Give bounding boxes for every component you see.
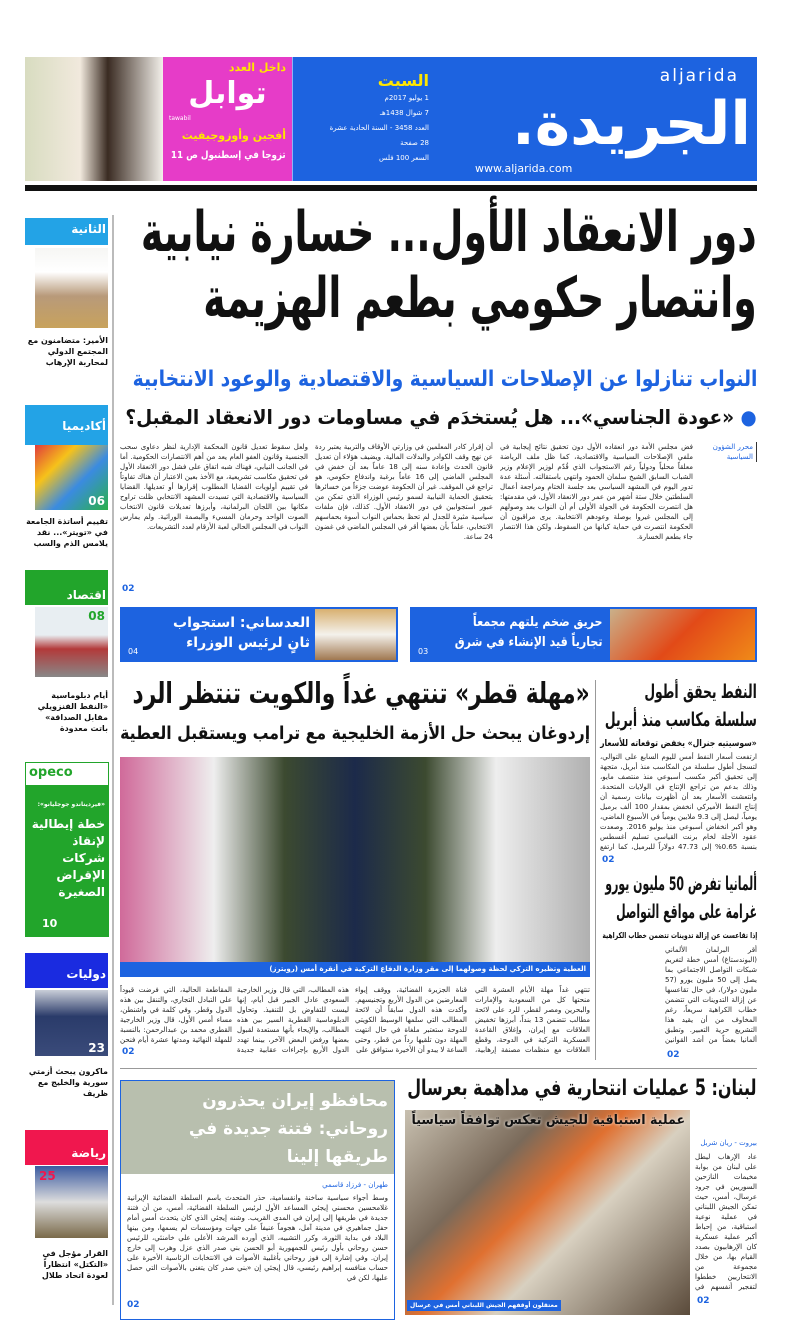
iran-byline: طهران - فرزاد قاسمي [322,1181,388,1189]
iran-page-ref: 02 [127,1300,140,1310]
logo-arabic: الجريدة. [511,89,751,159]
supplement-photo [25,57,163,181]
main-column-1: فض مجلس الأمة دور انعقاده الأول دون تحقيق نتائج إيجابية في ملفي الإصلاحات السياسية والاقتصادية، كما ظل ملف الرياضة معلقاً محلياً ودولياً رغم الاستجواب الذي قُدّم لوزير الإعلام وزير الشباب السابق الشيخ سلمان الحمود وانتهى باستقالته. أسئلة عدة تدور اليوم في المشهد السياسي بعد جلسة الختام ومراجعة أعمال السلطتين خلال ستة أشهر من عمر دور الانعقاد الأول، في مقدمتها: هل انتصرت الحكومة في الجولة الأولى أم أن النواب بعد وصولهم إلى المجلس غيروا بوصلة وعودهم الانتخابية. يرى مراقبون أن الحكومة انتصرت في حماية كيانها من السقوط، ولكن هذا الانتصار جاء بطعم الخسارة. [500,443,693,541]
main-headline-line-2: وانتصار حكومي بطعم الهزيمة [203,266,757,331]
sports-page: 25 [39,1169,56,1183]
economy-page: 08 [88,609,105,623]
main-headline[interactable] [120,200,757,332]
lebanon-body: عاد الإرهاب ليطل على لبنان من بوابة مخيمات النازحين السوريين في جرود عرسال، أمس، حيث تمكن الجيش اللبناني في عملية نوعية استباقية، من إحباط أكبر عملية عسكرية كان الإرهابيون بصدد القيام بها، من خلال مجموعة من الانتحاريين خططوا لتفجير أنفسهم في [695,1153,757,1291]
iran-header [121,1081,394,1174]
academia-page: 06 [88,494,105,508]
international-caption[interactable]: ماكرون يبحث أزمتي سورية والخليج مع ظريف [28,1067,108,1098]
promo-fire-title: حريق ضخم يلتهم مجمعاً تجارياً قيد الإنشاء في شرق [454,615,602,650]
section-header-international[interactable]: دوليات [25,953,108,988]
academia-photo [35,445,108,510]
germany-headline[interactable]: ألمانيا تفرض 50 مليون يورو غرامة على مواقع التواصل [605,873,757,923]
germany-body: أقر البرلمان الألماني (البوندستاغ) أمس خطة لتغريم شبكات التواصل الاجتماعي بما يصل إلى 50 مليون يورو (57 مليون دولار)، في حال تقاعسها عن إزالة التدوينات التي تتضمن خطاب الكراهية سريعاً، رغم المخاوف من أن يقيد هذا التشريع حرية التعبير. وتطبق ألمانيا بعضاً من أشد القوانين [665,946,757,1044]
main-page-ref[interactable]: 02 [122,584,135,594]
iran-body: وسط أجواء سياسية ساخنة وانقسامية، حذر المتحدث باسم السلطة القضائية الإيرانية غلامحسين محسني إيجئي المساعد الأول لرئيس السلطة القضائية، أمس، من أن فتنة جديدة في طريقها إلى إيران في المدى القريب. وشنه إيجئي الذي كان يتحدث أمس أمام حفل جماهيري في مدينة آمل، هجوماً عنيفاً على جهات ومؤسسات لم يسمها، ومن بينها البلاد في بداية الثورة، وكرر التشبيه، الذي أورده المرشد الأعلى علي خامنئي، للرئيس حسن روحاني بأول رئيس للجمهورية أبو الحسن بني صدر الذي عزل وهرب إلى خارج إيران. وفي إشارة إلى فوز روحاني بأغلبية الأصوات في الانتخابات الرئاسية الأخيرة على حساب منافسه إبراهيم رئيسي، قال إيجئي إن «بني صدر كان يتغنى بالأصوات التي حصل عليها، لكن في [127,1194,388,1282]
fire-photo [610,609,755,660]
section-header-academia[interactable]: أكاديميا [25,405,108,445]
qatar-column-4: المقاطعة الحالية، التي فرضت قيوداً على التبادل التجاري، والتنقل بين هذه الدول وقطر. وفي كلمة في واشنطن، مساء أمس الأول، قال وزير الخارجية القطري محمد بن عبدالرحمن: بالنسبة للمهلة النهائية ومدتها عشرة أيام فنحن [120,986,232,1044]
masthead-date-panel [292,57,435,181]
germany-page-ref[interactable]: 02 [667,1050,680,1060]
qatar-column-3: هذه المطالب، التي قال وزير الخارجية السعودي عادل الجبير قبل أيام، إنها ليست للتفاوض بل للتنفيذ. وتحاول الدبلوماسية القطرية السير بين هذه المطالب، والإيحاء بأنها مستعدة لقبول بعضها ورفض البعض الآخر، بينما تهدد الدول الأربع بإجراءات عقابية جديدة [237,986,349,1054]
gregorian-date: 1 يوليو 2017م [384,94,429,102]
promo-interpellation[interactable] [120,607,398,662]
qatar-subhead: إردوغان يبحث حل الأزمة الخليجية مع ترامب ويستقبل العطية [119,723,590,744]
germany-subhead: إذا تقاعست عن إزالة تدوينات تتضمن خطاب الكراهية [602,931,757,940]
lebanon-photo [405,1110,690,1315]
section-header-second[interactable]: الثانية [25,218,108,245]
logo-panel[interactable] [435,57,757,181]
promo-page: ص 11 [171,150,199,161]
section-rule [120,1068,757,1069]
promo-fire-page: 03 [418,647,429,656]
price: السعر 100 فلس [379,154,429,162]
opeco-box[interactable] [25,762,109,937]
qatar-caption: العطية وتظيره التركي لحظة وصولهما إلى مقر وزارة الدفاع التركية في أنقرة أمس (رويترز) [120,962,590,977]
website[interactable]: www.aljarida.com [475,162,573,175]
oil-page-ref[interactable]: 02 [602,855,615,865]
promo-interpellation-page: 04 [128,647,139,656]
supplement-promo[interactable] [163,57,292,181]
economy-caption[interactable]: أيام دبلوماسية «النفط الفنزويلي مقابل الصداقة» باتت معدودة [37,691,108,733]
iran-box[interactable] [120,1080,395,1320]
logo-latin: aljarida [659,66,739,86]
promo-line-1: أفجين وأوزوجيفيت [181,129,286,142]
second-headline[interactable] [120,404,757,430]
page-count: 28 صفحة [400,139,429,147]
second-caption[interactable]: الأمير: متضامنون مع المجتمع الدولي لمحاربة الإرهاب [27,336,108,367]
section-header-sports[interactable]: رياضة [25,1130,108,1165]
supplement-name: توابل [188,76,267,111]
bullet-icon: ● [740,405,757,429]
sports-photo [35,1166,108,1238]
qatar-column-1: تنتهي غداً مهلة الأيام العشرة التي منحتها كل من السعودية والإمارات والبحرين ومصر لقطر، للرد على لائحة مطالب تتضمن 13 بنداً، أبرزها تخفيض العلاقات مع إيران، وإغلاق القاعدة العسكرية التركية في الدوحة، وقطع العلاقات مع منظمات مصنفة إرهابية، [475,986,590,1054]
lebanon-subhead: عملية استباقية للجيش تعكس توافقاً سياسياً [411,1113,685,1128]
opeco-logo: opeco [26,763,108,785]
academia-caption[interactable]: تقييم أساتذة الجامعة في «تويتر»... نقد يلامس الذم والسب [26,517,108,548]
supplement-name-en: tawabil [169,115,191,122]
oil-subhead: «سوسيتيه جنرال» يخفض توقعاته للأسعار [600,739,757,749]
mp-photo [315,609,396,660]
vertical-divider [112,215,114,1305]
qatar-headline[interactable]: «مهلة قطر» تنتهي غداً والكويت تنتظر الرد [132,676,590,710]
lebanon-headline[interactable]: لبنان: 5 عمليات انتحارية في مداهمة بعرسال [407,1076,757,1101]
opeco-page: 10 [42,917,58,930]
qatar-photo [120,757,590,962]
column-rule [595,680,596,1060]
sports-caption[interactable]: القرار مؤجل في «التكتل» انتظاراً لعودة اتحاد طلال [41,1249,108,1280]
lebanon-caption: معتقلون أوقفهم الجيش اللبناني أمس في عرسال [407,1300,561,1311]
promo-interpellation-title: العدساني: استجواب ثانٍ لرئيس الوزراء [173,615,310,651]
section-header-economy[interactable]: اقتصاد [25,570,108,605]
opeco-title: خطة إيطالية لإنقاذ شركات الإقراض الصغيرة [31,817,105,899]
promo-line-2-wrap [169,149,286,162]
main-subhead: النواب تنازلوا عن الإصلاحات السياسية والاقتصادية والوعود الانتخابية [132,367,757,392]
lebanon-byline: بيروت - ريان شربل [700,1139,757,1147]
economy-photo [35,607,108,677]
international-photo [35,990,108,1056]
inside-label: داخل العدد [228,61,286,74]
second-headline-text: «عودة الجناسي»... هل يُستخدَم في مساومات دور الانعقاد المقبل؟ [125,405,735,429]
opeco-kicker: «فيرديناندو جوجليانو»: [37,801,105,808]
qatar-page-ref[interactable]: 02 [122,1047,135,1057]
lebanon-page-ref[interactable]: 02 [697,1296,710,1306]
main-column-2: أن إقرار كادر المعلمين في وزارتي الأوقاف والتربية يعتبر ردة عن نهج وقف الكوادر والبدلات المالية. ويضيف هؤلاء أن تعديل قانون الحدث وإعادة سنه إلى 18 عاماً بعد أن خفض في المجلس الماضي إلى 16 عاماً برغبة واندفاع حكومي، هو تراجع في الموقف. غير أن الحكومة عوضت جزءاً من خسائرها بتحقيق الحماية النيابية لسمو رئيس الوزراء الذي تمكن من عبور استجوابين في دور الانعقاد الأول. كذلك، فإن ملفات سياسية مثيرة للجدل لم تحظ بحماس النواب أسوة بحماسهم الانتخابي، علماً بأن بعضها أقر في المجلس الماضي في غضون 24 ساعة. [315,443,493,541]
promo-line-2: تزوجا في إسطنبول [201,150,286,161]
promo-fire[interactable] [410,607,757,662]
day-label: السبت [377,71,429,90]
hijri-date: 7 شوال 1438هـ [379,109,429,117]
masthead-rule [25,185,757,191]
main-column-3: ولعل سقوط تعديل قانون المحكمة الإدارية لنظر دعاوى سحب الجنسية وقانون العفو العام يعد من أهم الانتصارات الحكومية. أما في الجانب النيابي، فهناك شبه اتفاق على فشل دور الانعقاد الأول في تحقيق مكاسب تشريعية، مع الأخذ بعين الاعتبار أن هناك تفاوتاً في تقييم أولويات القضايا المطلوب إقرارها أو تعديلها. القضايا السياسية والاقتصادية التي تسيدت المشهد الانتخابي ظلت تراوح مكانها بين اللجان البرلمانية، وأبرزها تعديلات قانون الانتخاب الصوت الواحد وحرمان المسيء والبصمة الوراثية. ولم يمارس النواب في المجلس الحالي لعبة الأرقام لعدد التشريعات. [120,443,308,531]
oil-headline[interactable]: النفط يحقق أطول سلسلة مكاسب منذ أبريل [605,681,757,731]
emir-photo [35,248,108,328]
byline: محرر الشؤون السياسية [700,442,757,462]
main-headline-line-1: دور الانعقاد الأول... خسارة نيابية [141,200,757,265]
issue-number: العدد 3458 - السنة الحادية عشرة [329,124,429,132]
qatar-column-2: قناة الجزيرة الفضائية، ووقف إيواء المعارضين من الدول الأربع وتجنيسهم. وأكدت هذه الدول سابقاً أن لائحة المطالب التي سلمها الوسيط الكويتي للدوحة ستعتبر ملغاة في حال انتهت المهلة دون تلقيها رداً من قطر، وحتى الساعة لا يبدو أن الأخيرة ستوافق على [355,986,467,1054]
oil-body: ارتفعت أسعار النفط أمس لليوم السابع على التوالي، لتسجل أطول سلسلة من المكاسب منذ أبريل، متجهة إلى تحقيق أكبر مكسب أسبوعي منذ منتصف مايو، وذلك بدعم من تراجع الإنتاج في الولايات المتحدة. وانتعشت الأسعار بعد أن أظهرت بيانات رسمية أن إنتاج النفط الأميركي انخفض بمقدار 100 ألف برميل يومياً، ليصل إلى 9.3 ملايين يومياً في الأسبوع الماضي، وهو أكبر انخفاض أسبوعي منذ يوليو 2016. وصعدت عقود الأجلة لخام برنت القياسي تسليم أغسطس بنسبة 0.65% إلى 47.73 دولاراً للبرميل، كما ارتفع [600,753,757,851]
international-page: 23 [88,1041,105,1055]
iran-headline: محافظو إيران يحذرون روحاني: فتنة جديدة في طريقها إلينا [188,1091,388,1167]
